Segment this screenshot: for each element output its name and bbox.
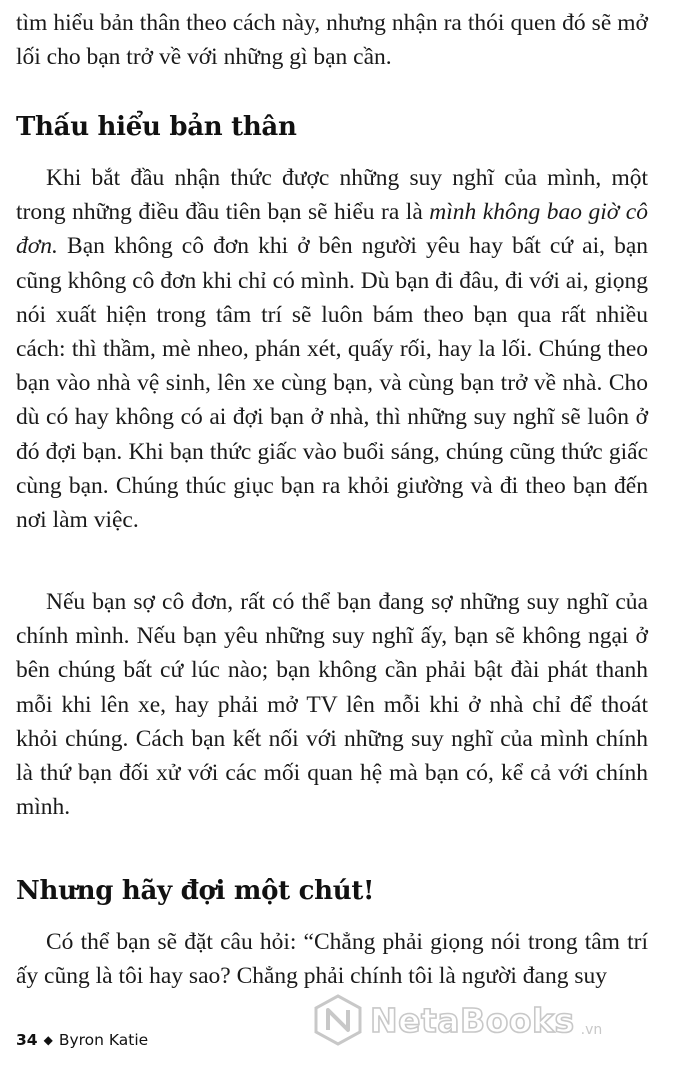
paragraph-question: Có thể bạn sẽ đặt câu hỏi: “Chẳng phải giọng nói trong tâm trí ấy cũng là tôi hay sao? Chẳng phải chính tôi là người đang suy [16,929,648,990]
section-heading-self-understanding: Thấu hiểu bản thân [16,112,297,142]
netabooks-logo-icon [312,994,364,1046]
emphasis-text: mình không bao giờ cô đơn. [16,199,648,260]
paragraph-text: Bạn không cô đơn khi ở bên người yêu hay bất cứ ai, bạn cũng không cô đơn khi chỉ có mình. Dù bạn đi đâu, đi với ai, giọng nói xuất hiện trong tâm trí sẽ luôn bám theo bạn qua rất nhiều cách: thì thầm, mè nheo, phán xét, quấy rối, hay la lối. Chúng theo bạn vào nhà vệ sinh, lên xe cùng bạn, và cùng bạn trở về nhà. Cho dù có hay không có ai đợi bạn ở nhà, thì những suy nghĩ sẽ luôn ở đó đợi bạn. Khi bạn thức giấc vào buổi sáng, chúng cũng thức giấc cùng bạn. Chúng thúc giục bạn ra khỏi giường và đi theo bạn đến nơi làm việc. [16,233,648,534]
paragraph-continued: tìm hiểu bản thân theo cách này, nhưng nhận ra thói quen đó sẽ mở lối cho bạn trở về với những gì bạn cần. [16,10,648,71]
paragraph-self-understanding [16,161,648,537]
section-heading-wait-a-moment: Nhưng hãy đợi một chút! [16,876,375,906]
page-number: 34 [16,1031,38,1049]
watermark-brand: NetaBooks [370,1000,575,1040]
paragraph-fear-loneliness: Nếu bạn sợ cô đơn, rất có thể bạn đang sợ những suy nghĩ của chính mình. Nếu bạn yêu những suy nghĩ ấy, bạn sẽ không ngại ở bên chúng bất cứ lúc nào; bạn không cần phải bật đài phát thanh mỗi khi lên xe, hay phải mở TV lên mỗi khi ở nhà chỉ để thoát khỏi chúng. Cách bạn kết nối với những suy nghĩ của mình chính là thứ bạn đối xử với các mối quan hệ mà bạn có, kể cả với chính mình. [16,589,648,821]
watermark-suffix: .vn [580,1022,603,1038]
watermark [312,990,642,1050]
diamond-separator-icon: ◆ [43,1033,53,1047]
paragraph-text: Khi bắt đầu nhận thức được những suy nghĩ của mình, một trong những điều đầu tiên bạn sẽ hiểu ra là [16,165,648,226]
author-name: Byron Katie [58,1031,149,1049]
page-footer [16,1031,148,1049]
